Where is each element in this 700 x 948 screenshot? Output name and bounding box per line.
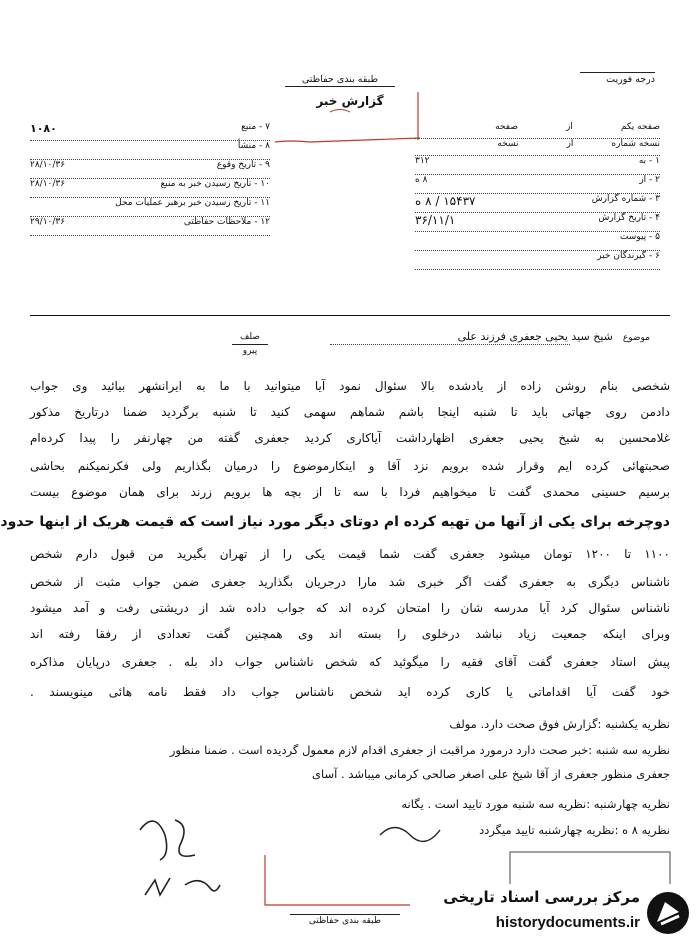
- body-line-4: صحبتهائی کرده ایم وقرار شده برویم نزد آقا و اینکارموضوع را درمیان بگذاریم ولی فکرنمیکنم بحاشی: [30, 459, 670, 473]
- attachment-divider: [232, 344, 268, 345]
- watermark-block: [410, 884, 695, 942]
- subject-underline: [330, 344, 570, 345]
- field-news-arrival-date: ۱۰ - تاریخ رسیدن خبر به منبع ۲۸/۱۰/۳۶: [30, 179, 270, 198]
- field-copy-number: نسخه شماره از نسخه: [415, 139, 660, 156]
- field-report-number: ۳ - شماره گزارش ۱۵۴۳۷ / ۸ ه: [415, 194, 660, 213]
- body-line-10: وبرای اینکه جمعیت زیاد نباشد درخلوی را بسته اند وی همچنین گفت تعدادی از رفقا رفته اند: [30, 627, 670, 641]
- field-report-date: ۴ - تاریخ گزارش ۳۶/۱۱/۱: [415, 213, 660, 232]
- left-fields: [30, 122, 270, 236]
- priority-label: درجه فوریت: [606, 74, 655, 85]
- doc-type-title: گزارش خبر: [316, 94, 384, 108]
- classification-label: طبقه بندی حفاظتی: [301, 74, 379, 85]
- field-ops-arrival-date: ۱۱ - تاریخ رسیدن خبر برهبر عملیات محل: [30, 198, 270, 217]
- body-line-2: دادمن روی جهاتی باید تا شنبه اینجا باشم شماهم سهمی کنید تا شنبه برگردید ضمنا درتاریخ مذکور: [30, 405, 670, 419]
- footer-classification: طبقه بندی حفاظتی: [308, 916, 382, 926]
- body-line-3: غلامحسین به شیخ یحیی جعفری اظهارداشت آیاکاری کردید جعفری گفته من چهارنفر را پیدا کرده‌ام: [30, 431, 670, 445]
- field-attachment: ۵ - پیوست: [415, 232, 660, 251]
- field-from: ۲ - از ۸ ه: [415, 175, 660, 194]
- field-source: ۷ - منبع ۱۰۸۰: [30, 122, 270, 141]
- body-line-9: ناشناس سئوال کرد آیا مدرسه شان را امتحان کرده اند که جواب داده شد از دریشتی رفت و آمد میشود: [30, 601, 670, 615]
- handwritten-signature: [120, 800, 240, 910]
- field-security-notes: ۱۲ - ملاحظات حفاظتی ۲۹/۱۰/۳۶: [30, 217, 270, 236]
- archive-logo-icon: [645, 890, 691, 936]
- opinion-8h: نظریه ۸ ه :نظریه چهارشنبه تایید میگردد: [479, 823, 670, 837]
- body-line-5: برسیم حسینی محمدی گفت تا میخواهیم فردا با سه تا از بچه ها برویم زرند برای همان موضوع بیست: [30, 485, 670, 499]
- body-line-8: ناشناس دیگری به جعفری گفت اگر خبری شد مارا درجریان بگذارید جعفری ضمن جواب مثبت از شخص: [30, 575, 670, 589]
- field-page: صفحه یکم از صفحه: [415, 122, 660, 139]
- header-divider: [30, 315, 670, 316]
- red-stamp-mark: [270, 82, 430, 152]
- opinion-wednesday: نظریه چهارشنبه :نظریه سه شنبه مورد تایید است . یگانه: [401, 797, 670, 811]
- body-line-11: پیش استاد جعفری گفت آقای فقیه را میگوئید که شخص ناشناس جواب داد بله . جعفری درپایان مذاکره: [30, 655, 670, 669]
- opinion-tuesday-1: نظریه سه شنبه :خبر صحت دارد درمورد مراقبت از جعفری اقدام لازم معمول گردیده است . ضمنا منظور: [169, 743, 670, 757]
- right-fields: [415, 122, 660, 270]
- opinion-tuesday-2: جعفری منظور جعفری از آقا شیخ علی اصغر صالحی کرمانی میباشد . آسای: [312, 767, 670, 781]
- subject-row: موضوع شیخ سید یحیی جعفری فرزند علی: [457, 330, 650, 343]
- footer-classification-line: [290, 914, 400, 915]
- attachment-label-2: پیرو: [242, 346, 258, 356]
- opinion-sunday: نظریه یکشنبه :گزارش فوق صحت دارد. مولف: [449, 717, 670, 731]
- attachment-label-1: صلف: [240, 332, 260, 342]
- body-line-7: ۱۱۰۰ تا ۱۲۰۰ تومان میشود جعفری گفت شما قیمت یکی را از تهران بگیرید من قبول دارم شخص: [30, 547, 670, 561]
- field-recipients: ۶ - گیرندگان خبر: [415, 251, 660, 270]
- body-line-1: شخصی بنام روشن زاده از یادشده بالا سئوال نمود آیا میتوانید با ما به ایرانشهر بیائید وی جواب: [30, 379, 670, 393]
- watermark-url: historydocuments.ir: [495, 914, 640, 931]
- watermark-title: مرکز بررسی اسناد تاریخی: [443, 888, 640, 906]
- field-origin: ۸ - منشأ: [30, 141, 270, 160]
- field-to: ۱ - به ۳۱۲: [415, 156, 660, 175]
- field-event-date: ۹ - تاریخ وقوع ۲۸/۱۰/۳۶: [30, 160, 270, 179]
- subject-value: شیخ سید یحیی جعفری فرزند علی: [457, 330, 613, 343]
- body-line-6: دوچرخه برای یکی از آنها من تهیه کرده ام دوتای دیگر مورد نیاز است که قیمت هریک از اینها حدود: [0, 514, 670, 530]
- priority-underline: [580, 72, 655, 73]
- body-line-12: خود گفت آیا اقداماتی یا کاری کرده اید شخص ناشناس جواب داد فقط نامه هائی مینویسند .: [30, 685, 670, 699]
